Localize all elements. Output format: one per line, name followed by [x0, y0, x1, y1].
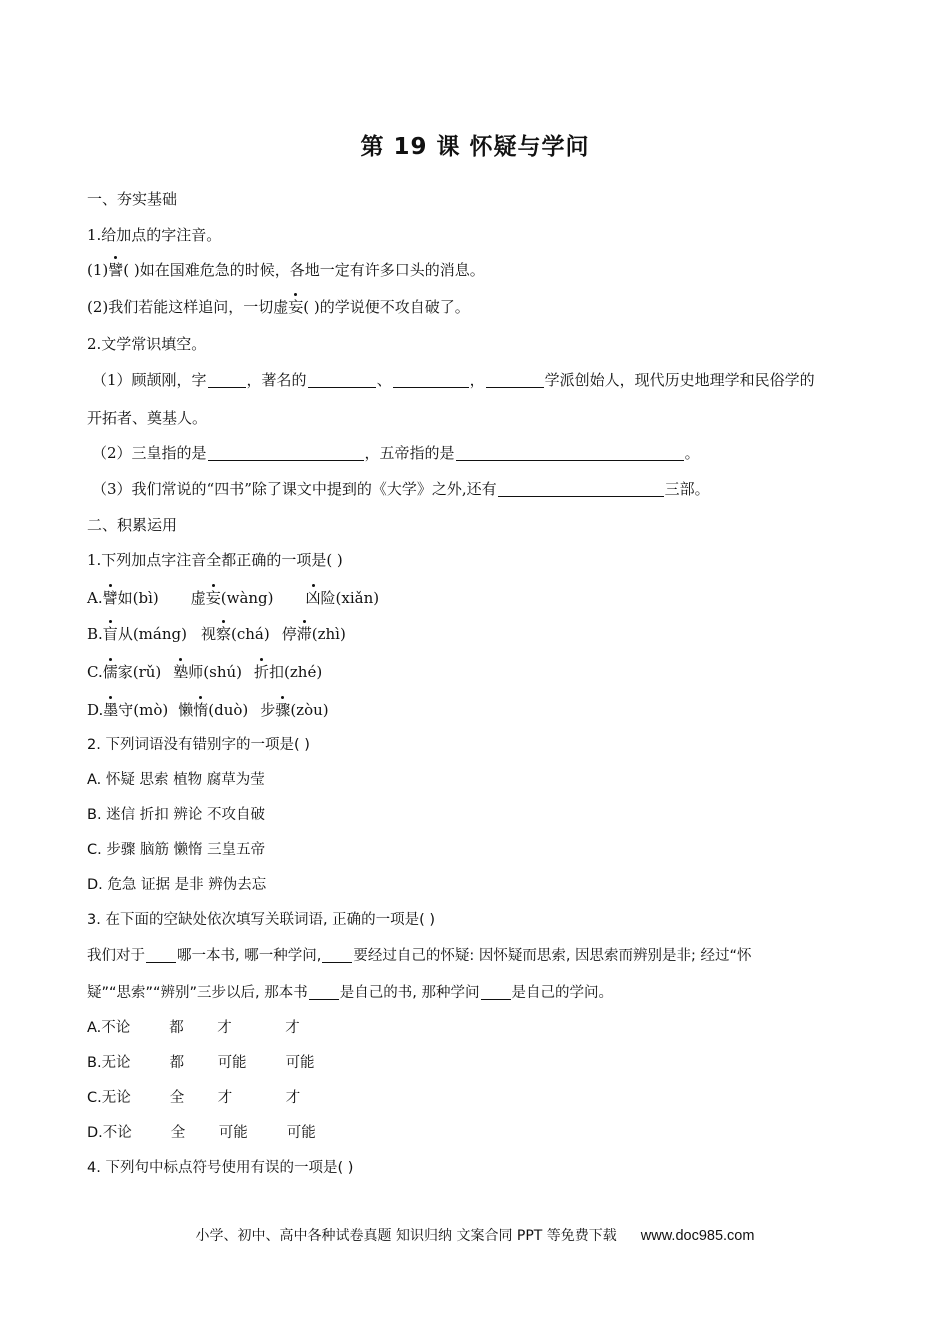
dotted-char: 譬	[108, 261, 124, 279]
q2-stem: 2.文学常识填空。	[87, 335, 207, 353]
mc2-option-b: B. 迷信 折扣 辨论 不攻自破	[87, 807, 265, 823]
section-heading-basics: 一、夯实基础	[87, 190, 178, 208]
answer-blank[interactable]	[456, 444, 684, 461]
page-title: 第 19 课 怀疑与学问	[360, 134, 590, 160]
mc4-stem: 4. 下列句中标点符号使用有误的一项是( )	[87, 1160, 354, 1176]
footer-site-link[interactable]: www.doc985.com	[640, 1228, 755, 1244]
q1-item1: (1)譬( )如在国难危急的时候，各地一定有许多口头的消息。	[87, 261, 485, 279]
dotted-char: 妄	[288, 298, 304, 316]
mc1-option-b: B.盲从(máng) 视察(chá) 停滞(zhì)	[87, 625, 346, 643]
mc3-option-b: B.无论 都 可能 可能	[87, 1055, 315, 1071]
mc2-option-c: C. 步骤 脑筋 懒惰 三皇五帝	[87, 842, 266, 858]
mc3-option-a: A.不论 都 才 才	[87, 1020, 300, 1036]
answer-blank[interactable]	[498, 480, 664, 497]
mc1-option-a: A.譬如(bì) 虚妄(wàng) 凶险(xiǎn)	[87, 589, 380, 607]
mc1-option-c: C.儒家(rǔ) 塾师(shú) 折扣(zhé)	[87, 663, 323, 681]
answer-blank[interactable]	[481, 983, 511, 1000]
mc1-stem: 1.下列加点字注音全都正确的一项是( )	[87, 551, 343, 569]
answer-blank[interactable]	[486, 371, 544, 388]
page-footer	[0, 1225, 950, 1245]
q2-item1: （1）顾颉刚，字 ，著名的 、 ， 学派创始人，现代历史地理学和民俗学的	[92, 371, 815, 389]
answer-blank[interactable]	[208, 444, 364, 461]
mc2-stem: 2. 下列词语没有错别字的一项是( )	[87, 737, 310, 753]
q2-item2: （2）三皇指的是 ，五帝指的是 。	[92, 444, 700, 462]
answer-blank[interactable]	[208, 371, 246, 388]
mc3-passage-1: 我们对于 哪一本书, 哪一种学问, 要经过自己的怀疑: 因怀疑而思索, 因思索而辨别是非; 经过“怀	[87, 948, 752, 964]
section-heading-apply: 二、积累运用	[87, 516, 178, 534]
mc2-option-d: D. 危急 证据 是非 辨伪去忘	[87, 877, 267, 893]
q2-item1-cont: 开拓者、奠基人。	[87, 409, 208, 427]
answer-blank[interactable]	[308, 371, 376, 388]
mc3-option-d: D.不论 全 可能 可能	[87, 1125, 316, 1141]
mc1-option-d: D.墨守(mò) 懒惰(duò) 步骤(zòu)	[87, 701, 329, 719]
footer-text: 小学、初中、高中各种试卷真题 知识归纳 文案合同 PPT 等免费下载	[195, 1228, 617, 1244]
answer-blank[interactable]	[146, 946, 176, 963]
answer-blank[interactable]	[322, 946, 352, 963]
mc3-passage-2: 疑”“思索”“辨别”三步以后, 那本书 是自己的书, 那种学问 是自己的学问。	[87, 985, 613, 1001]
mc3-stem: 3. 在下面的空缺处依次填写关联词语, 正确的一项是( )	[87, 912, 436, 928]
mc2-option-a: A. 怀疑 思索 植物 腐草为莹	[87, 772, 265, 788]
answer-blank[interactable]	[309, 983, 339, 1000]
q1-stem: 1.给加点的字注音。	[87, 226, 222, 244]
answer-blank[interactable]	[393, 371, 469, 388]
q2-item3: （3）我们常说的“四书”除了课文中提到的《大学》之外,还有 三部。	[92, 480, 710, 498]
mc3-option-c: C.无论 全 才 才	[87, 1090, 301, 1106]
q1-item2: (2)我们若能这样追问，一切虚妄( )的学说便不攻自破了。	[87, 298, 470, 316]
